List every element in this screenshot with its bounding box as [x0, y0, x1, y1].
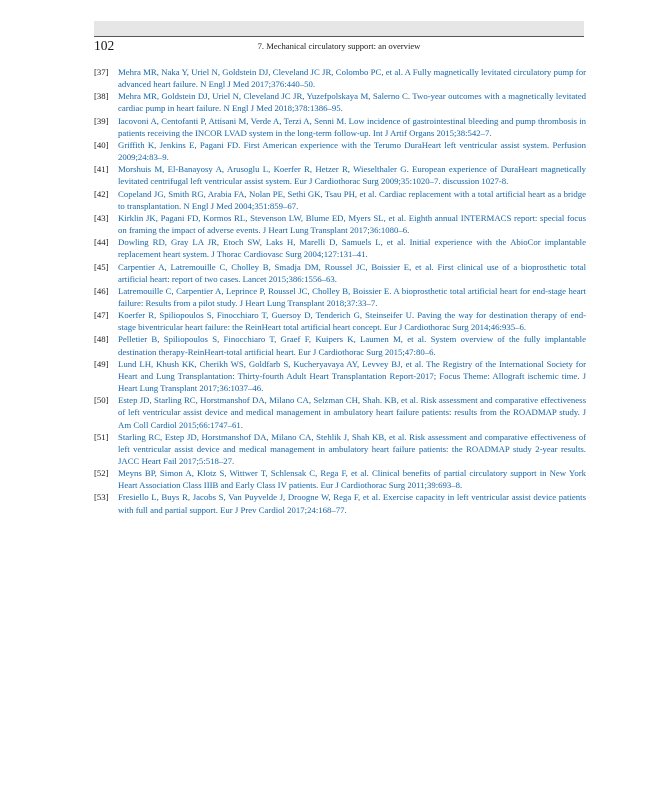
reference-item[interactable]	[94, 163, 586, 187]
reference-item[interactable]	[94, 491, 586, 515]
reference-list	[94, 66, 586, 516]
reference-number: [39]	[94, 115, 109, 126]
reference-text[interactable]: Morshuis M, El-Banayosy A, Arusoglu L, Koerfer R, Hetzer R, Wieselthaler G. European experience of DuraHeart magnetically levitated centrifugal left ventricular assist system. Eur J Cardiothorac Surg 2009;35:1020–7. discussion 1027-8.	[118, 164, 586, 187]
reference-text[interactable]: Carpentier A, Latremouille C, Cholley B, Smadja DM, Roussel JC, Boissier E, et al. First clinical use of a bioprosthetic total artificial heart: report of two cases. Lancet 2015;386:1556–63.	[118, 261, 586, 284]
reference-text[interactable]: Pelletier B, Spiliopoulos S, Finocchiaro T, Graef F, Kuipers K, Laumen M, et al. System overview of the fully implantable destination therapy-ReinHeart-total artificial heart. Eur J Cardiothorac Surg 2015;47:80–6.	[118, 334, 586, 357]
reference-text[interactable]: Mehra MR, Naka Y, Uriel N, Goldstein DJ, Cleveland JC JR, Colombo PC, et al. A Fully magnetically levitated circulatory pump for advanced heart failure. N Engl J Med 2017;376:440–50.	[118, 67, 586, 90]
reference-text[interactable]: Latremouille C, Carpentier A, Leprince P, Roussel JC, Cholley B, Boissier E. A bioprosthetic total artificial heart for end-stage heart failure: Results from a pilot study. J Heart Lung Transplant 2018;37:33–7.	[118, 285, 586, 308]
reference-text[interactable]: Starling RC, Estep JD, Horstmanshof DA, Milano CA, Stehlik J, Shah KB, et al. Risk assessment and comparative effectiveness of left ventricular assist device and medical management in ambulatory heart failure patients: the ROADMAP study 2-year results. JACC Heart Fail 2017;5:518–27.	[118, 431, 586, 466]
reference-item[interactable]	[94, 394, 586, 430]
reference-text[interactable]: Koerfer R, Spiliopoulos S, Finocchiaro T, Guersoy D, Tenderich G, Steinseifer U. Paving the way for destination therapy of end-stage biventricular heart failure: the ReinHeart total artificial heart concept. Eur J Cardiothorac Surg 2014;46:935–6.	[118, 310, 586, 333]
reference-item[interactable]	[94, 431, 586, 467]
reference-item[interactable]	[94, 309, 586, 333]
reference-number: [38]	[94, 91, 109, 102]
reference-text[interactable]: Iacovoni A, Centofanti P, Attisani M, Verde A, Terzi A, Senni M. Low incidence of gastrointestinal bleeding and pump thrombosis in patients receiving the INCOR LVAD system in the long-term follow-up. Int J Artif Organs 2015;38:542–7.	[118, 115, 586, 138]
reference-number: [41]	[94, 164, 109, 175]
reference-item[interactable]	[94, 285, 586, 309]
reference-text[interactable]: Griffith K, Jenkins E, Pagani FD. First American experience with the Terumo DuraHeart left ventricular assist system. Perfusion 2009;24:83–9.	[118, 139, 586, 163]
reference-item[interactable]	[94, 236, 586, 260]
reference-text[interactable]: Fresiello L, Buys R, Jacobs S, Van Puyvelde J, Droogne W, Rega F, et al. Exercise capacity in left ventricular assist device patients with full and partial support. Eur J Prev Cardiol 2017;24:168–77.	[118, 492, 586, 515]
reference-number: [53]	[94, 492, 109, 503]
header-band	[94, 21, 584, 36]
reference-item[interactable]	[94, 333, 586, 357]
reference-item[interactable]	[94, 188, 586, 212]
running-title: 7. Mechanical circulatory support: an overview	[257, 41, 421, 51]
reference-number: [43]	[94, 212, 109, 223]
reference-item[interactable]	[94, 261, 586, 285]
reference-item[interactable]	[94, 139, 586, 163]
reference-text[interactable]: Mehra MR, Goldstein DJ, Uriel N, Cleveland JC JR, Yuzefpolskaya M, Salerno C. Two-year outcomes with a magnetically levitated cardiac pump in heart failure. N Engl J Med 2018;378:1386–95.	[118, 91, 586, 114]
reference-text[interactable]: Copeland JG, Smith RG, Arabia FA, Nolan PE, Sethi GK, Tsau PH, et al. Cardiac replacement with a total artificial heart as a bridge to transplantation. N Engl J Med 2004;351:859–67.	[118, 188, 586, 211]
reference-number: [50]	[94, 395, 109, 406]
reference-number: [48]	[94, 334, 109, 345]
reference-item[interactable]	[94, 467, 586, 491]
header-rule	[94, 36, 584, 37]
page-number: 102	[94, 38, 115, 53]
reference-text[interactable]: Lund LH, Khush KK, Cherikh WS, Goldfarb S, Kucheryavaya AY, Levvey BJ, et al. The Registry of the International Society for Heart and Lung Transplantation: Thirty-fourth Adult Heart Transplantation Report-2017; Focus Theme: Allograft ischemic time. J Heart Lung Transplant 2017;36:1037–46.	[118, 358, 586, 394]
reference-number: [47]	[94, 310, 109, 321]
reference-item[interactable]	[94, 358, 586, 394]
reference-number: [40]	[94, 139, 109, 150]
reference-item[interactable]	[94, 66, 586, 90]
reference-number: [52]	[94, 468, 109, 479]
reference-number: [51]	[94, 431, 109, 442]
reference-number: [49]	[94, 358, 109, 369]
reference-item[interactable]	[94, 90, 586, 114]
reference-text[interactable]: Dowling RD, Gray LA JR, Etoch SW, Laks H, Marelli D, Samuels L, et al. Initial experience with the AbioCor implantable replacement heart system. J Thorac Cardiovasc Surg 2004;127:131–41.	[118, 237, 586, 260]
reference-number: [37]	[94, 67, 109, 77]
reference-item[interactable]	[94, 212, 586, 236]
reference-number: [46]	[94, 285, 109, 296]
reference-number: [44]	[94, 237, 109, 248]
reference-item[interactable]	[94, 115, 586, 139]
reference-number: [45]	[94, 261, 109, 272]
reference-text[interactable]: Estep JD, Starling RC, Horstmanshof DA, Milano CA, Selzman CH, Shah. KB, et al. Risk assessment and comparative effectiveness of left ventricular assist device and medical management in ambulatory heart failure patients: results from the ROADMAP study. J Am Coll Cardiol 2015;66:1747–61.	[118, 395, 586, 430]
reference-text[interactable]: Meyns BP, Simon A, Klotz S, Wittwer T, Schlensak C, Rega F, et al. Clinical benefits of partial circulatory support in New York Heart Association Class IIIB and Early Class IV patients. Eur J Cardiothorac Surg 2011;39:693–8.	[118, 468, 586, 491]
reference-number: [42]	[94, 188, 109, 199]
reference-text[interactable]: Kirklin JK, Pagani FD, Kormos RL, Stevenson LW, Blume ED, Myers SL, et al. Eighth annual INTERMACS report: special focus on framing the impact of adverse events. J Heart Lung Transplant 2017;36:1080–6.	[118, 212, 586, 236]
